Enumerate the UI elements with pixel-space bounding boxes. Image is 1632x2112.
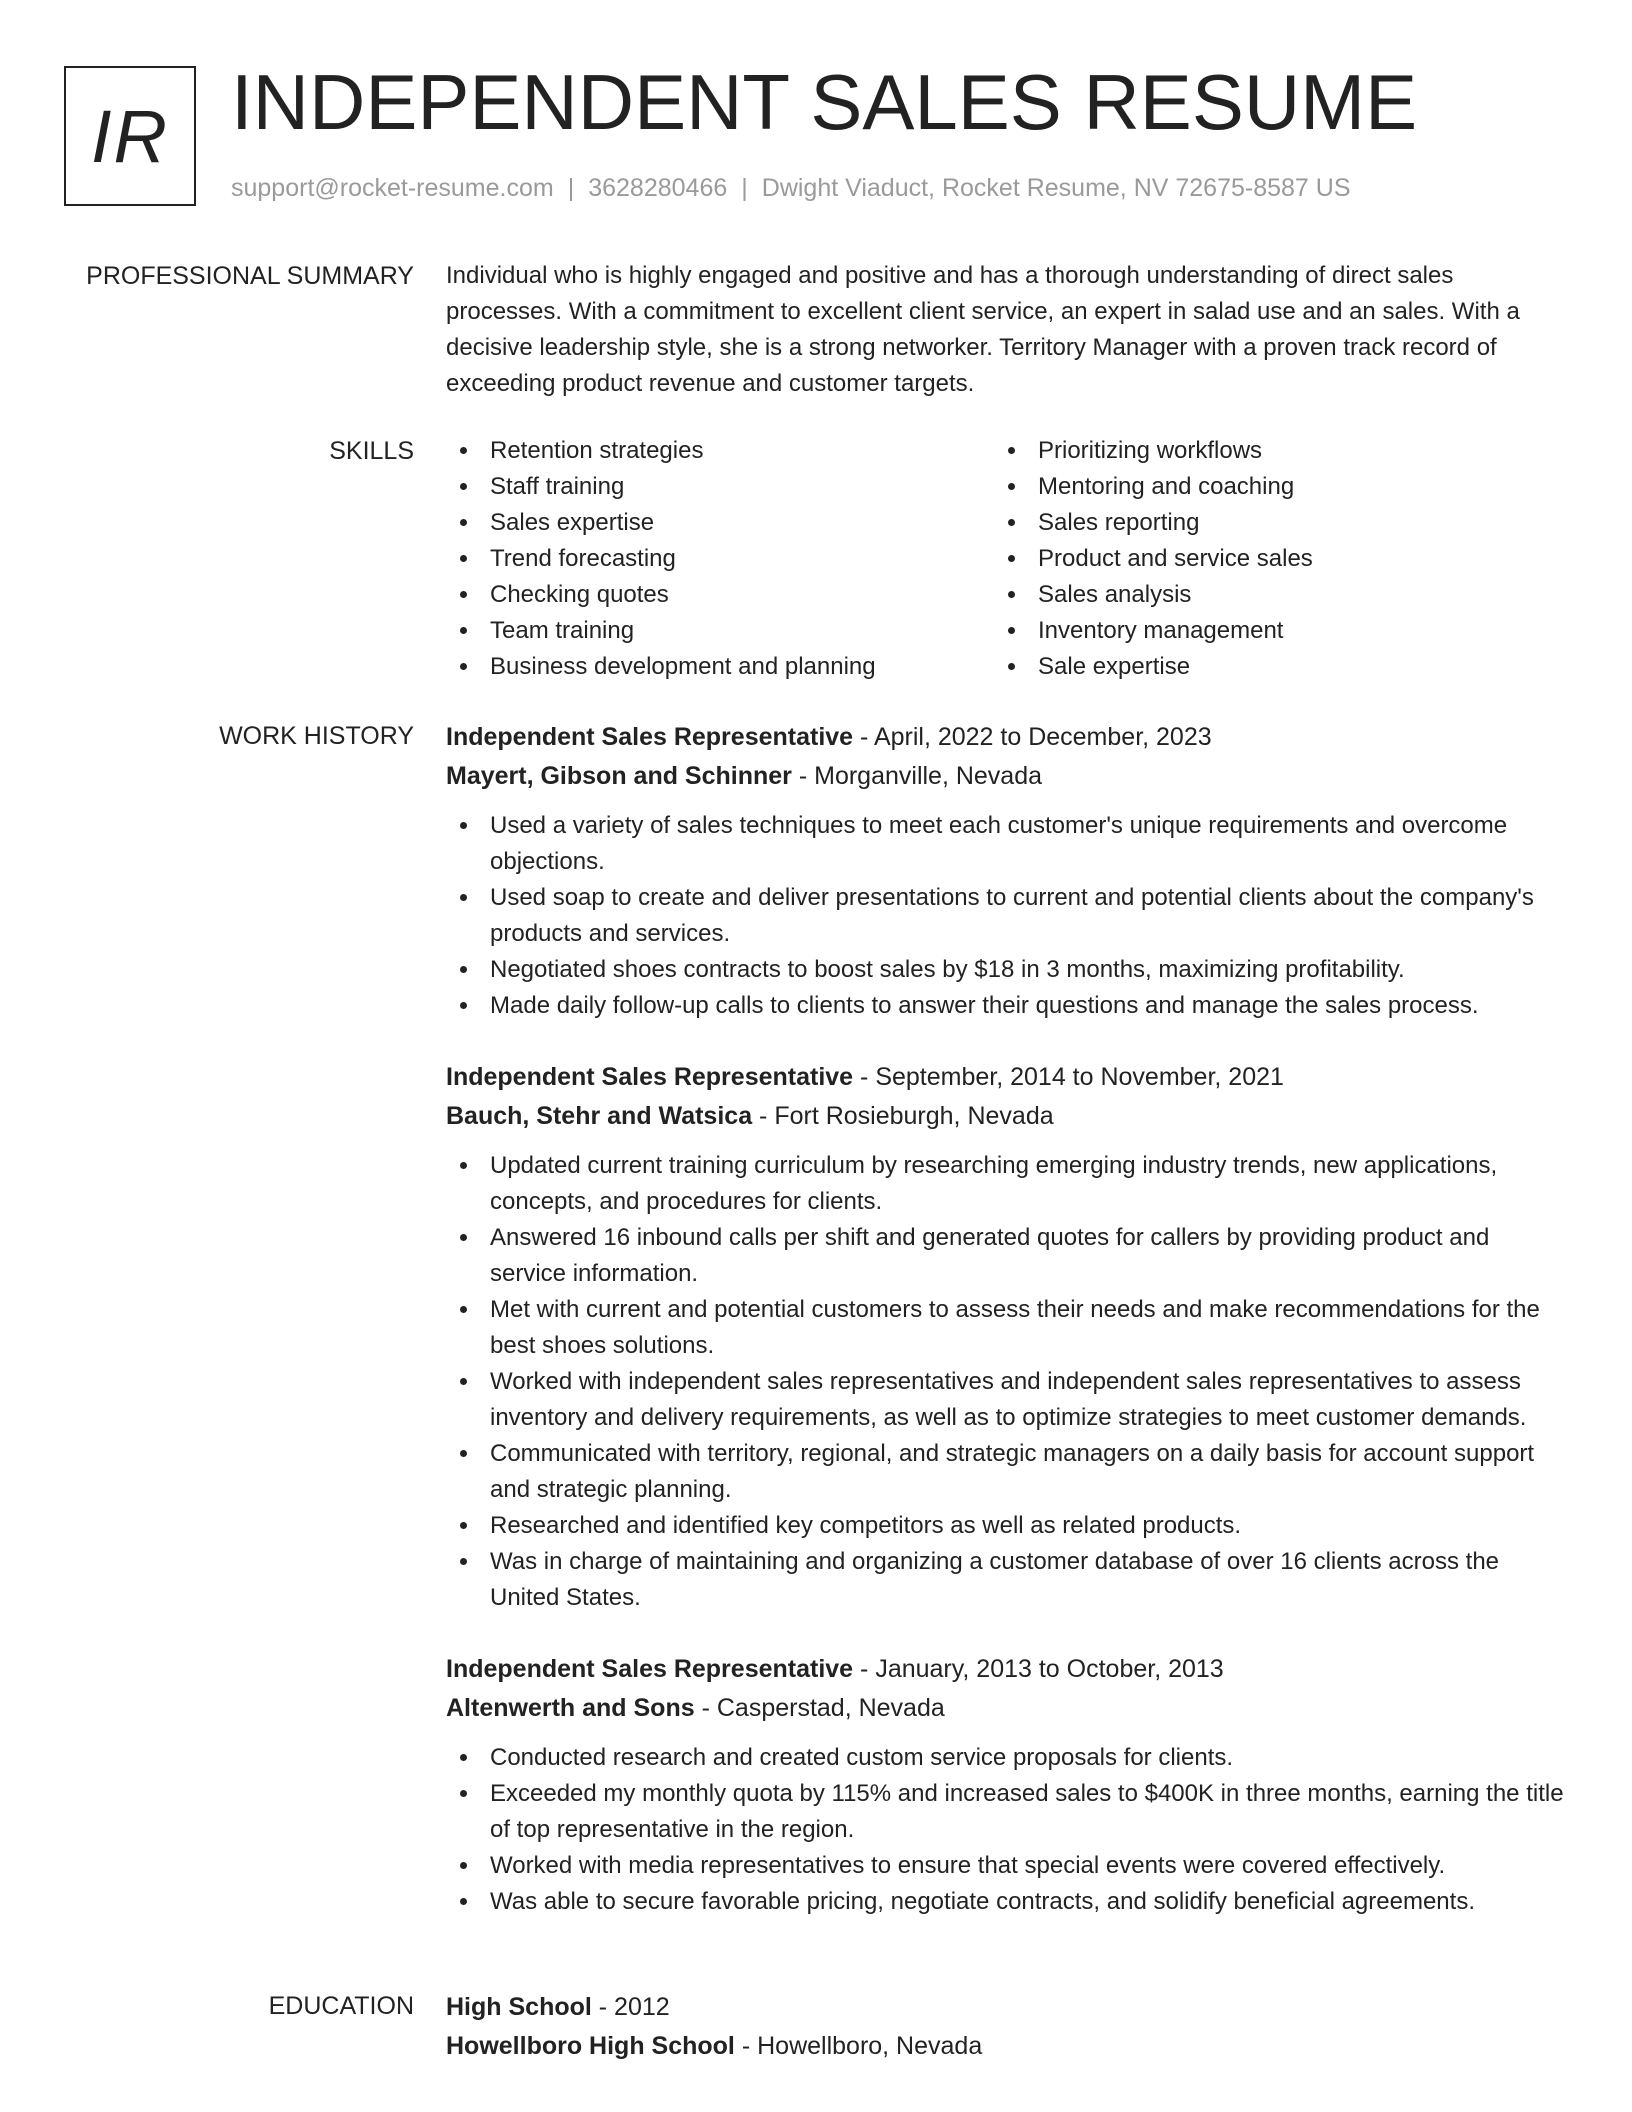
- skill-item: Staff training: [446, 469, 994, 505]
- skill-item: Product and service sales: [994, 541, 1542, 577]
- education-heading: EDUCATION: [268, 1992, 414, 2020]
- job-company: Bauch, Stehr and Watsica: [446, 1102, 753, 1130]
- job-title-line: Independent Sales Representative - September, 2014 to November, 2021: [446, 1063, 1284, 1091]
- skill-item: Team training: [446, 613, 994, 649]
- job-company: Altenwerth and Sons: [446, 1694, 695, 1722]
- job-entry: [446, 1650, 1566, 1920]
- job-dates: January, 2013 to October, 2013: [875, 1655, 1224, 1683]
- education-school: Howellboro High School: [446, 2032, 735, 2060]
- job-location: Fort Rosieburgh, Nevada: [774, 1102, 1054, 1130]
- education-location: Howellboro, Nevada: [757, 2032, 983, 2060]
- skill-item: Sales expertise: [446, 505, 994, 541]
- job-bullet: Used soap to create and deliver presentations to current and potential clients about the company's products and services.: [446, 880, 1566, 952]
- job-company-line: Mayert, Gibson and Schinner - Morganville, Nevada: [446, 762, 1043, 790]
- job-bullet: Answered 16 inbound calls per shift and generated quotes for callers by providing product and service information.: [446, 1220, 1566, 1292]
- skill-item: Inventory management: [994, 613, 1542, 649]
- job-title-line: Independent Sales Representative - January, 2013 to October, 2013: [446, 1655, 1224, 1683]
- contact-line: [231, 174, 1351, 203]
- job-title: Independent Sales Representative: [446, 1655, 854, 1683]
- job-company: Mayert, Gibson and Schinner: [446, 762, 792, 790]
- job-title-line: Independent Sales Representative - April, 2022 to December, 2023: [446, 723, 1212, 751]
- job-bullet: Made daily follow-up calls to clients to answer their questions and manage the sales process.: [446, 988, 1566, 1024]
- job-bullet: Negotiated shoes contracts to boost sales by $18 in 3 months, maximizing profitability.: [446, 952, 1566, 988]
- skill-item: Sales reporting: [994, 505, 1542, 541]
- skill-item: Business development and planning: [446, 649, 994, 685]
- skills-list-right: [994, 433, 1542, 685]
- job-bullets: [446, 1148, 1566, 1616]
- job-company-line: Bauch, Stehr and Watsica - Fort Rosieburgh, Nevada: [446, 1102, 1054, 1130]
- job-dates: April, 2022 to December, 2023: [873, 723, 1212, 751]
- job-bullet: Met with current and potential customers to assess their needs and make recommendations for the best shoes solutions.: [446, 1292, 1566, 1364]
- skills-list-left: [446, 433, 994, 685]
- contact-phone: 3628280466: [588, 174, 728, 202]
- job-bullet: Used a variety of sales techniques to meet each customer's unique requirements and overcome objections.: [446, 808, 1566, 880]
- job-bullets: [446, 1740, 1566, 1920]
- education-degree-line: High School - 2012: [446, 1993, 670, 2021]
- skill-item: Checking quotes: [446, 577, 994, 613]
- monogram-logo: IR: [64, 66, 196, 206]
- skill-item: Sale expertise: [994, 649, 1542, 685]
- job-bullet: Worked with independent sales representatives and independent sales representatives to assess inventory and delivery requirements, as well as to optimize strategies to meet customer demands.: [446, 1364, 1566, 1436]
- job-company-line: Altenwerth and Sons - Casperstad, Nevada: [446, 1694, 945, 1722]
- job-bullet: Researched and identified key competitors as well as related products.: [446, 1508, 1566, 1544]
- job-dates: September, 2014 to November, 2021: [875, 1063, 1284, 1091]
- education-year: 2012: [614, 1993, 670, 2021]
- summary-text: Individual who is highly engaged and positive and has a thorough understanding of direct sales processes. With a commitment to excellent client service, an expert in salad use and an sales. With a decisive leadership style, she is a strong networker. Territory Manager with a proven track record of exceeding product revenue and customer targets.: [446, 262, 1520, 397]
- job-location: Morganville, Nevada: [814, 762, 1043, 790]
- skill-item: Sales analysis: [994, 577, 1542, 613]
- job-entry: [446, 1058, 1566, 1616]
- job-location: Casperstad, Nevada: [716, 1694, 945, 1722]
- job-bullet: Was able to secure favorable pricing, negotiate contracts, and solidify beneficial agreements.: [446, 1884, 1566, 1920]
- education-degree: High School: [446, 1993, 592, 2021]
- job-title: Independent Sales Representative: [446, 1063, 854, 1091]
- contact-address: Dwight Viaduct, Rocket Resume, NV 72675-8587 US: [761, 174, 1351, 202]
- job-bullets: [446, 808, 1566, 1024]
- job-bullet: Was in charge of maintaining and organizing a customer database of over 16 clients across the United States.: [446, 1544, 1566, 1616]
- skills-heading: SKILLS: [329, 437, 414, 465]
- job-bullet: Communicated with territory, regional, and strategic managers on a daily basis for account support and strategic planning.: [446, 1436, 1566, 1508]
- resume-title: INDEPENDENT SALES RESUME: [231, 58, 1418, 146]
- job-title: Independent Sales Representative: [446, 723, 854, 751]
- job-bullet: Updated current training curriculum by researching emerging industry trends, new applications, concepts, and procedures for clients.: [446, 1148, 1566, 1220]
- skill-item: Trend forecasting: [446, 541, 994, 577]
- contact-email: support@rocket-resume.com: [231, 174, 554, 202]
- skill-item: Mentoring and coaching: [994, 469, 1542, 505]
- contact-separator: |: [741, 174, 748, 202]
- job-bullet: Exceeded my monthly quota by 115% and increased sales to $400K in three months, earning the title of top representative in the region.: [446, 1776, 1566, 1848]
- work-history-heading: WORK HISTORY: [219, 722, 414, 750]
- contact-separator: |: [567, 174, 575, 202]
- skill-item: Retention strategies: [446, 433, 994, 469]
- job-bullet: Worked with media representatives to ensure that special events were covered effectively.: [446, 1848, 1566, 1884]
- skill-item: Prioritizing workflows: [994, 433, 1542, 469]
- education-school-line: Howellboro High School - Howellboro, Nevada: [446, 2032, 983, 2060]
- job-bullet: Conducted research and created custom service proposals for clients.: [446, 1740, 1566, 1776]
- job-entry: [446, 718, 1566, 1024]
- summary-heading: PROFESSIONAL SUMMARY: [86, 262, 414, 290]
